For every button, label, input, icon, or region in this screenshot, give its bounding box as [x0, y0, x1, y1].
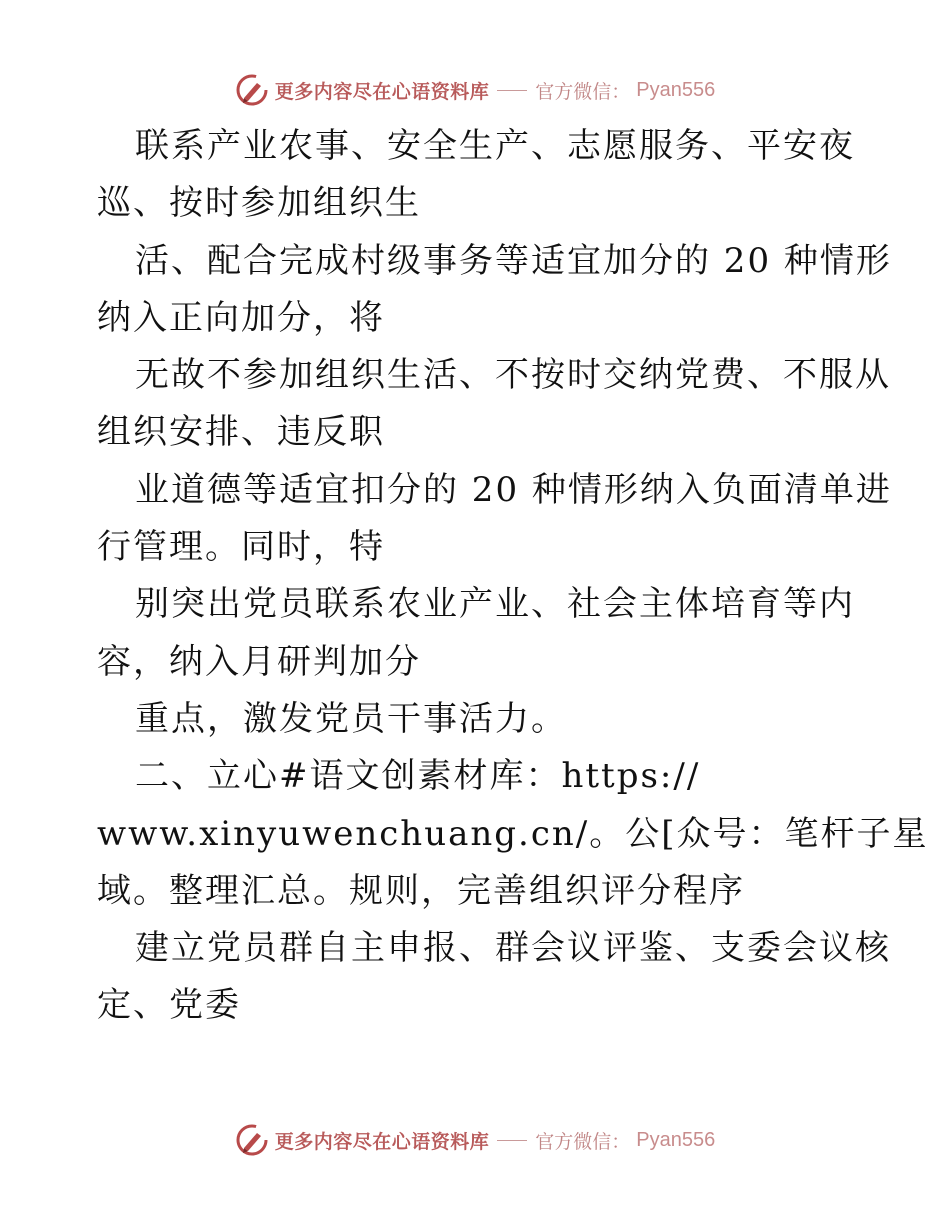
header-divider: [497, 90, 527, 91]
body-line: 纳入正向加分，将: [97, 297, 385, 338]
body-line: 建立党员群自主申报、群会议评鉴、支委会议核: [135, 928, 891, 969]
body-line: 别突出党员联系农业产业、社会主体培育等内: [135, 584, 855, 625]
body-line: 容，纳入月研判加分: [97, 641, 421, 682]
body-line: 定、党委: [97, 985, 241, 1026]
body-line: 组织安排、违反职: [97, 412, 385, 453]
footer-wechat-label: 官方微信：: [535, 1130, 631, 1153]
body-line: 业道德等适宜扣分的 20 种情形纳入负面清单进: [135, 469, 892, 510]
pen-logo-icon: [235, 1123, 269, 1157]
body-line: 联系产业农事、安全生产、志愿服务、平安夜: [135, 126, 855, 166]
body-line: 无故不参加组织生活、不按时交纳党费、不服从: [135, 355, 891, 396]
body-line: 活、配合完成村级事务等适宜加分的 20 种情形: [135, 240, 892, 281]
body-line: 二、立心#语文创素材库：https://: [135, 756, 701, 797]
header-wechat-label: 官方微信：: [535, 80, 631, 103]
body-line: 域。整理汇总。规则，完善组织评分程序: [97, 870, 745, 911]
header-brand-text: 更多内容尽在心语资料库: [274, 80, 490, 103]
footer-brand-text: 更多内容尽在心语资料库: [274, 1130, 490, 1153]
footer-wechat-id: Pyan556: [636, 1128, 716, 1151]
pen-logo-icon: [235, 73, 269, 107]
body-line: 行管理。同时，特: [97, 527, 385, 568]
body-line: www.xinyuwenchuang.cn/。公[众号：笔杆子星: [97, 813, 929, 854]
body-line: 重点，激发党员干事活力。: [135, 698, 567, 739]
header-banner: [0, 70, 950, 110]
footer-banner: [0, 1120, 950, 1160]
body-line: 巡、按时参加组织生: [97, 183, 421, 224]
footer-divider: [497, 1140, 527, 1141]
header-wechat-id: Pyan556: [636, 78, 716, 101]
document-body: [97, 118, 929, 1035]
